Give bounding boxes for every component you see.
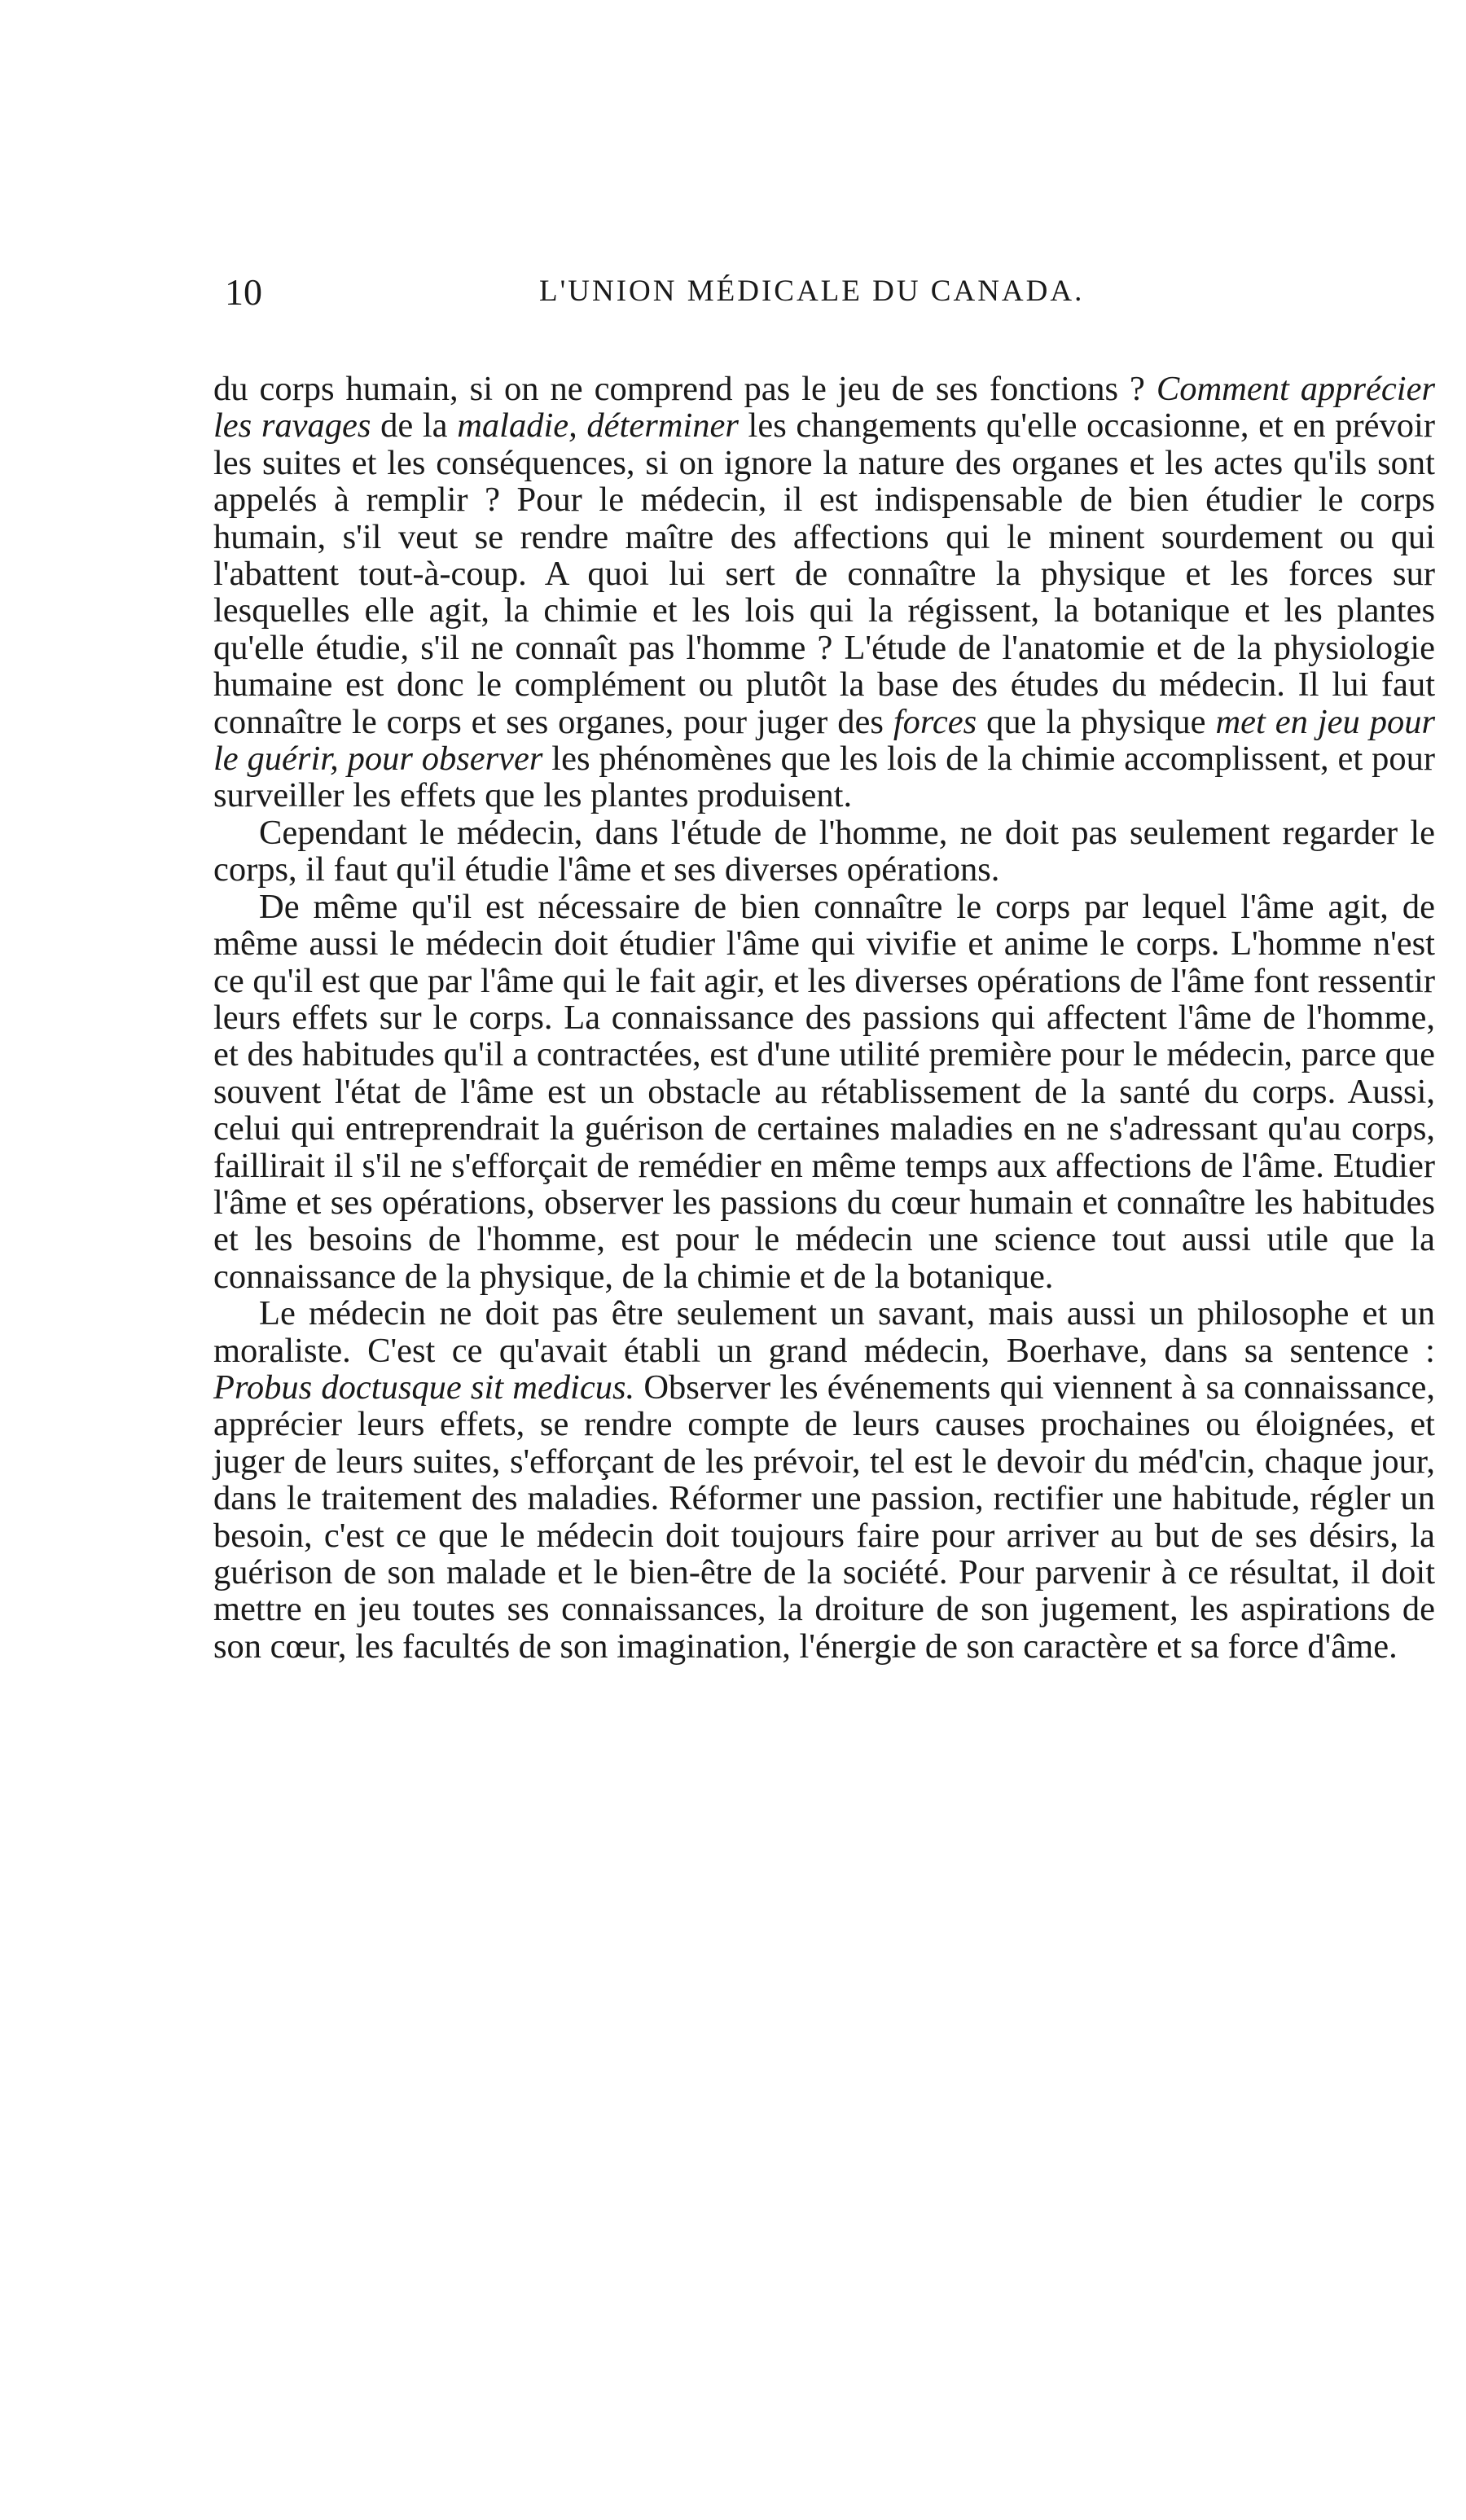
italic-run: Probus doctusque sit medicus.: [213, 1368, 635, 1407]
text-run: les phénomènes que les lois de la chimie accomplissent, et pour surveiller les effets que les plantes produisent.: [213, 740, 1435, 815]
paragraph-2: Cependant le médecin, dans l'étude de l'homme, ne doit pas seulement regarder le corps, il faut qu'il étudie l'âme et ses diverses opérations.: [213, 813, 1435, 889]
article-body: [213, 371, 1435, 1665]
paragraph-1: [213, 371, 1435, 814]
paragraph-4: [213, 1295, 1435, 1665]
journal-title: L'UNION MÉDICALE DU CANADA.: [539, 274, 1085, 308]
book-page: [213, 0, 1435, 2520]
text-run: Le médecin ne doit pas être seulement un savant, mais aussi un philosophe et un moraliste. C'est ce qu'avait établi un grand médecin, Boerhave, dans sa sentence :: [213, 1294, 1435, 1370]
text-run: les changements qu'elle occasionne, et en prévoir les suites et les conséquences, si on ignore la nature des organes et les actes qu'ils sont appelés à remplir ? Pour le médecin, il est indispensable de bien étudier le corps humain, s'il veut se rendre maître des affections qui le minent sourdement ou qui l'abattent tout-à-coup. A quoi lui sert de connaître la physique et les forces sur lesquelles elle agit, la chimie et les lois qui la régissent, la botanique et les plantes qu'elle étudie, s'il ne connaît pas l'homme ? L'étude de l'anatomie et de la physiologie humaine est donc le complément ou plutôt la base des études du médecin. Il lui faut connaître le corps et ses organes, pour juger des: [213, 406, 1435, 741]
paragraph-3: De même qu'il est nécessaire de bien connaître le corps par lequel l'âme agit, de même aussi le médecin doit étudier l'âme qui vivifie et anime le corps. L'homme n'est ce qu'il est que par l'âme qui le fait agir, et les diverses opérations de l'âme font ressentir leurs effets sur le corps. La connaissance des passions qui affectent l'âme de l'homme, et des habitudes qu'il a contractées, est d'une utilité première pour le médecin, parce que souvent l'état de l'âme est un obstacle au rétablissement de la santé du corps. Aussi, celui qui entreprendrait la guérison de certaines maladies en ne s'adressant qu'au corps, faillirait il s'il ne s'efforçait de remédier en même temps aux affections de l'âme. Etudier l'âme et ses opérations, observer les passions du cœur humain et connaître les habitudes et les besoins de l'homme, est pour le médecin une science tout aussi utile que la connaissance de la physique, de la chimie et de la botanique.: [213, 887, 1435, 1296]
running-head: [213, 270, 1435, 319]
page-number: 10: [225, 271, 262, 313]
italic-run: met en jeu pour le guérir, pour observer: [213, 702, 1435, 779]
italic-run: forces: [893, 702, 977, 741]
italic-run: maladie, déterminer: [457, 406, 739, 446]
text-run: que la physique: [977, 702, 1216, 741]
text-run: de la: [371, 406, 458, 446]
text-run: Observer les événements qui viennent à sa connaissance, apprécier leurs effets, se rendre compte de leurs causes prochaines ou éloignées, et juger de leurs suites, s'efforçant de les prévoir, tel est le devoir du méd'cin, chaque jour, dans le traitement des maladies. Réformer une passion, rectifier une habitude, régler un besoin, c'est ce que le médecin doit toujours faire pour arriver au but de ses désirs, la guérison de son malade et le bien-être de la société. Pour parvenir à ce résultat, il doit mettre en jeu toutes ses connaissances, la droiture de son jugement, les aspirations de son cœur, les facultés de son imagination, l'énergie de son caractère et sa force d'âme.: [213, 1368, 1435, 1666]
italic-run: Comment apprécier les ravages: [213, 370, 1435, 446]
text-run: du corps humain, si on ne comprend pas le jeu de ses fonctions ?: [213, 370, 1157, 408]
